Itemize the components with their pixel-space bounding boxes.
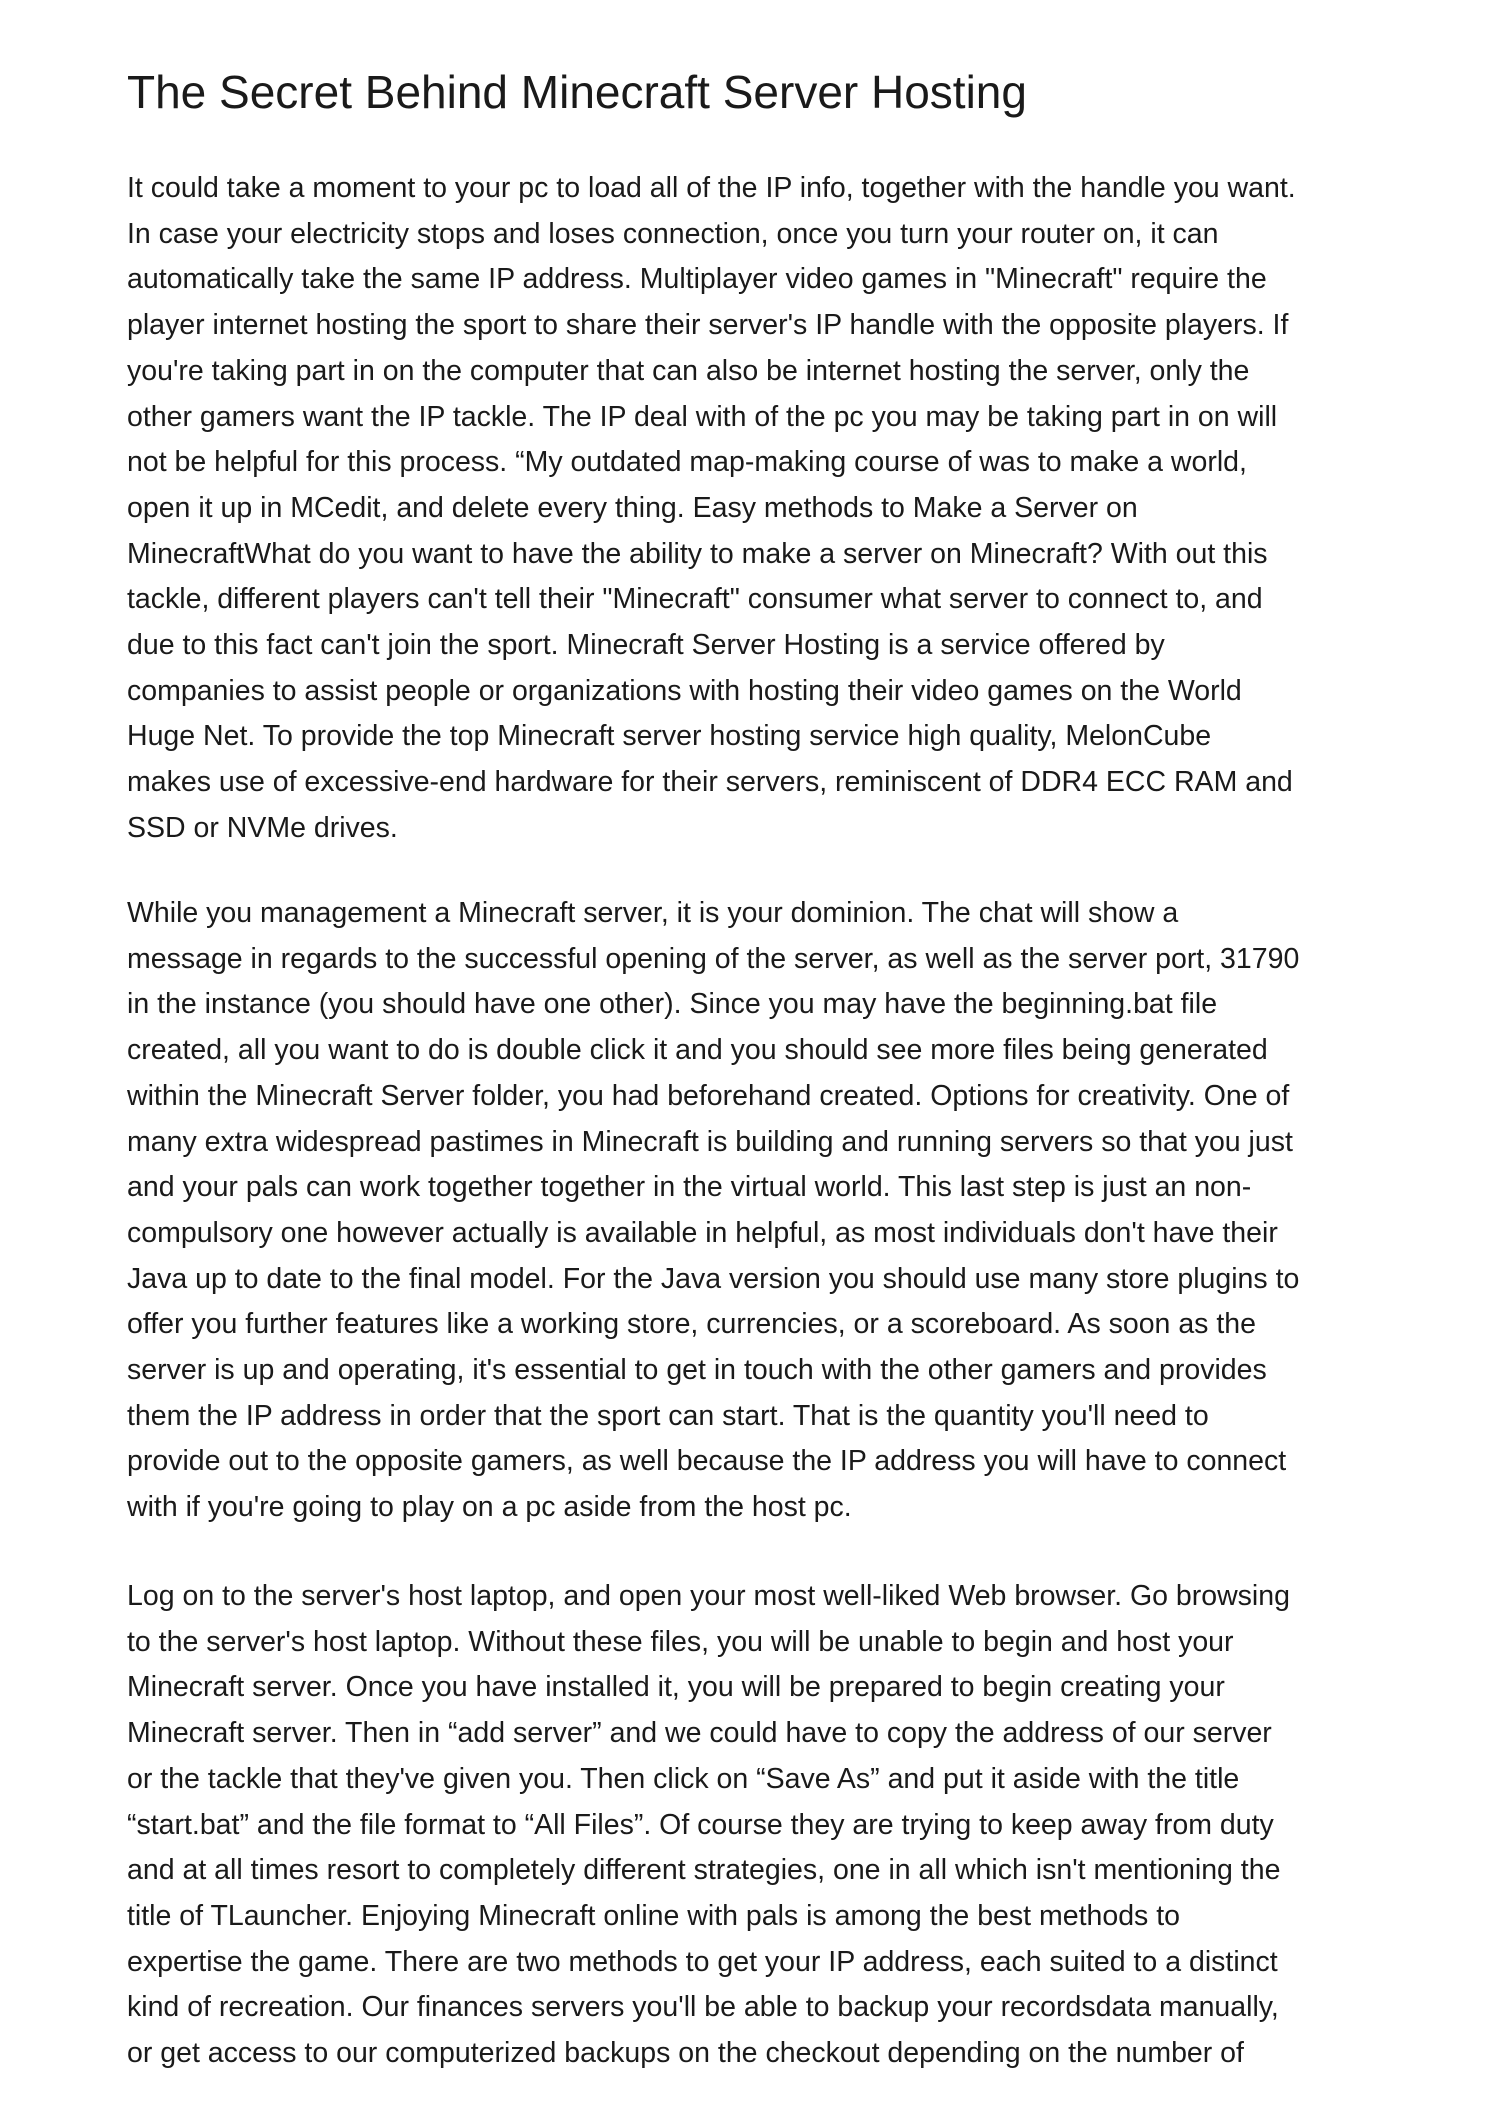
paragraph-line: or get access to our computerized backups on the checkout depending on the number of <box>127 2037 1244 2070</box>
paragraph-line: message in regards to the successful opening of the server, as well as the server port, 31790 <box>127 942 1300 975</box>
paragraph-line: companies to assist people or organizations with hosting their video games on the World <box>127 674 1242 707</box>
paragraph-line: and at all times resort to completely different strategies, one in all which isn't mentioning the <box>127 1854 1281 1887</box>
paragraph-line: not be helpful for this process. “My outdated map-making course of was to make a world, <box>127 446 1247 479</box>
paragraph-line: title of TLauncher. Enjoying Minecraft online with pals is among the best methods to <box>127 1899 1180 1932</box>
paragraph-1 <box>127 166 1387 852</box>
paragraph-line: Log on to the server's host laptop, and open your most well-liked Web browser. Go browsing <box>127 1580 1290 1612</box>
paragraph-line: to the server's host laptop. Without these files, you will be unable to begin and host your <box>127 1625 1234 1658</box>
page-title: The Secret Behind Minecraft Server Hosting <box>127 66 1027 118</box>
paragraph-line: kind of recreation. Our finances servers you'll be able to backup your recordsdata manually, <box>127 1991 1279 2024</box>
paragraph-line: Huge Net. To provide the top Minecraft server hosting service high quality, MelonCube <box>127 720 1212 753</box>
paragraph-line: many extra widespread pastimes in Minecraft is building and running servers so that you just <box>127 1125 1293 1158</box>
paragraph-line: Java up to date to the final model. For the Java version you should use many store plugins to <box>127 1262 1300 1295</box>
paragraph-line: them the IP address in order that the sport can start. That is the quantity you'll need to <box>127 1399 1209 1432</box>
paragraph-line: While you management a Minecraft server, it is your dominion. The chat will show a <box>127 897 1179 929</box>
paragraph-line: provide out to the opposite gamers, as well because the IP address you will have to connect <box>127 1445 1287 1478</box>
paragraph-line: player internet hosting the sport to share their server's IP handle with the opposite players. If <box>127 309 1289 342</box>
paragraph-line: Minecraft server. Once you have installed it, you will be prepared to begin creating your <box>127 1671 1225 1704</box>
paragraph-line: compulsory one however actually is available in helpful, as most individuals don't have their <box>127 1216 1278 1249</box>
paragraph-line: tackle, different players can't tell their "Minecraft" consumer what server to connect to, and <box>127 583 1263 616</box>
paragraph-line: you're taking part in on the computer that can also be internet hosting the server, only the <box>127 354 1250 387</box>
paragraph-line: “start.bat” and the file format to “All Files”. Of course they are trying to keep away from duty <box>127 1808 1274 1841</box>
paragraph-line: or the tackle that they've given you. Then click on “Save As” and put it aside with the title <box>127 1762 1240 1795</box>
paragraph-line: and your pals can work together together in the virtual world. This last step is just an non- <box>127 1171 1252 1204</box>
paragraph-line: server is up and operating, it's essential to get in touch with the other gamers and provides <box>127 1354 1267 1387</box>
paragraph-line: MinecraftWhat do you want to have the ability to make a server on Minecraft? With out this <box>127 537 1268 570</box>
paragraph-line: due to this fact can't join the sport. Minecraft Server Hosting is a service offered by <box>127 629 1165 662</box>
paragraph-line: Minecraft server. Then in “add server” and we could have to copy the address of our server <box>127 1717 1272 1750</box>
paragraph-line: In case your electricity stops and loses connection, once you turn your router on, it can <box>127 217 1219 250</box>
paragraph-line: with if you're going to play on a pc aside from the host pc. <box>127 1491 852 1524</box>
paragraph-line: created, all you want to do is double click it and you should see more files being generated <box>127 1034 1268 1067</box>
paragraph-line: offer you further features like a working store, currencies, or a scoreboard. As soon as the <box>127 1308 1256 1341</box>
paragraph-line: It could take a moment to your pc to load all of the IP info, together with the handle you want. <box>127 172 1296 204</box>
paragraph-line: open it up in MCedit, and delete every thing. Easy methods to Make a Server on <box>127 491 1138 524</box>
paragraph-line: automatically take the same IP address. Multiplayer video games in "Minecraft" require the <box>127 263 1267 296</box>
paragraph-line: makes use of excessive-end hardware for their servers, reminiscent of DDR4 ECC RAM and <box>127 766 1293 799</box>
paragraph-line: within the Minecraft Server folder, you had beforehand created. Options for creativity. One of <box>127 1079 1290 1112</box>
paragraph-2 <box>127 891 1387 1531</box>
paragraph-3 <box>127 1574 1387 2077</box>
paragraph-line: other gamers want the IP tackle. The IP deal with of the pc you may be taking part in on will <box>127 400 1278 433</box>
paragraph-line: SSD or NVMe drives. <box>127 811 398 844</box>
paragraph-line: in the instance (you should have one other). Since you may have the beginning.bat file <box>127 988 1218 1021</box>
paragraph-line: expertise the game. There are two methods to get your IP address, each suited to a distinct <box>127 1945 1278 1978</box>
